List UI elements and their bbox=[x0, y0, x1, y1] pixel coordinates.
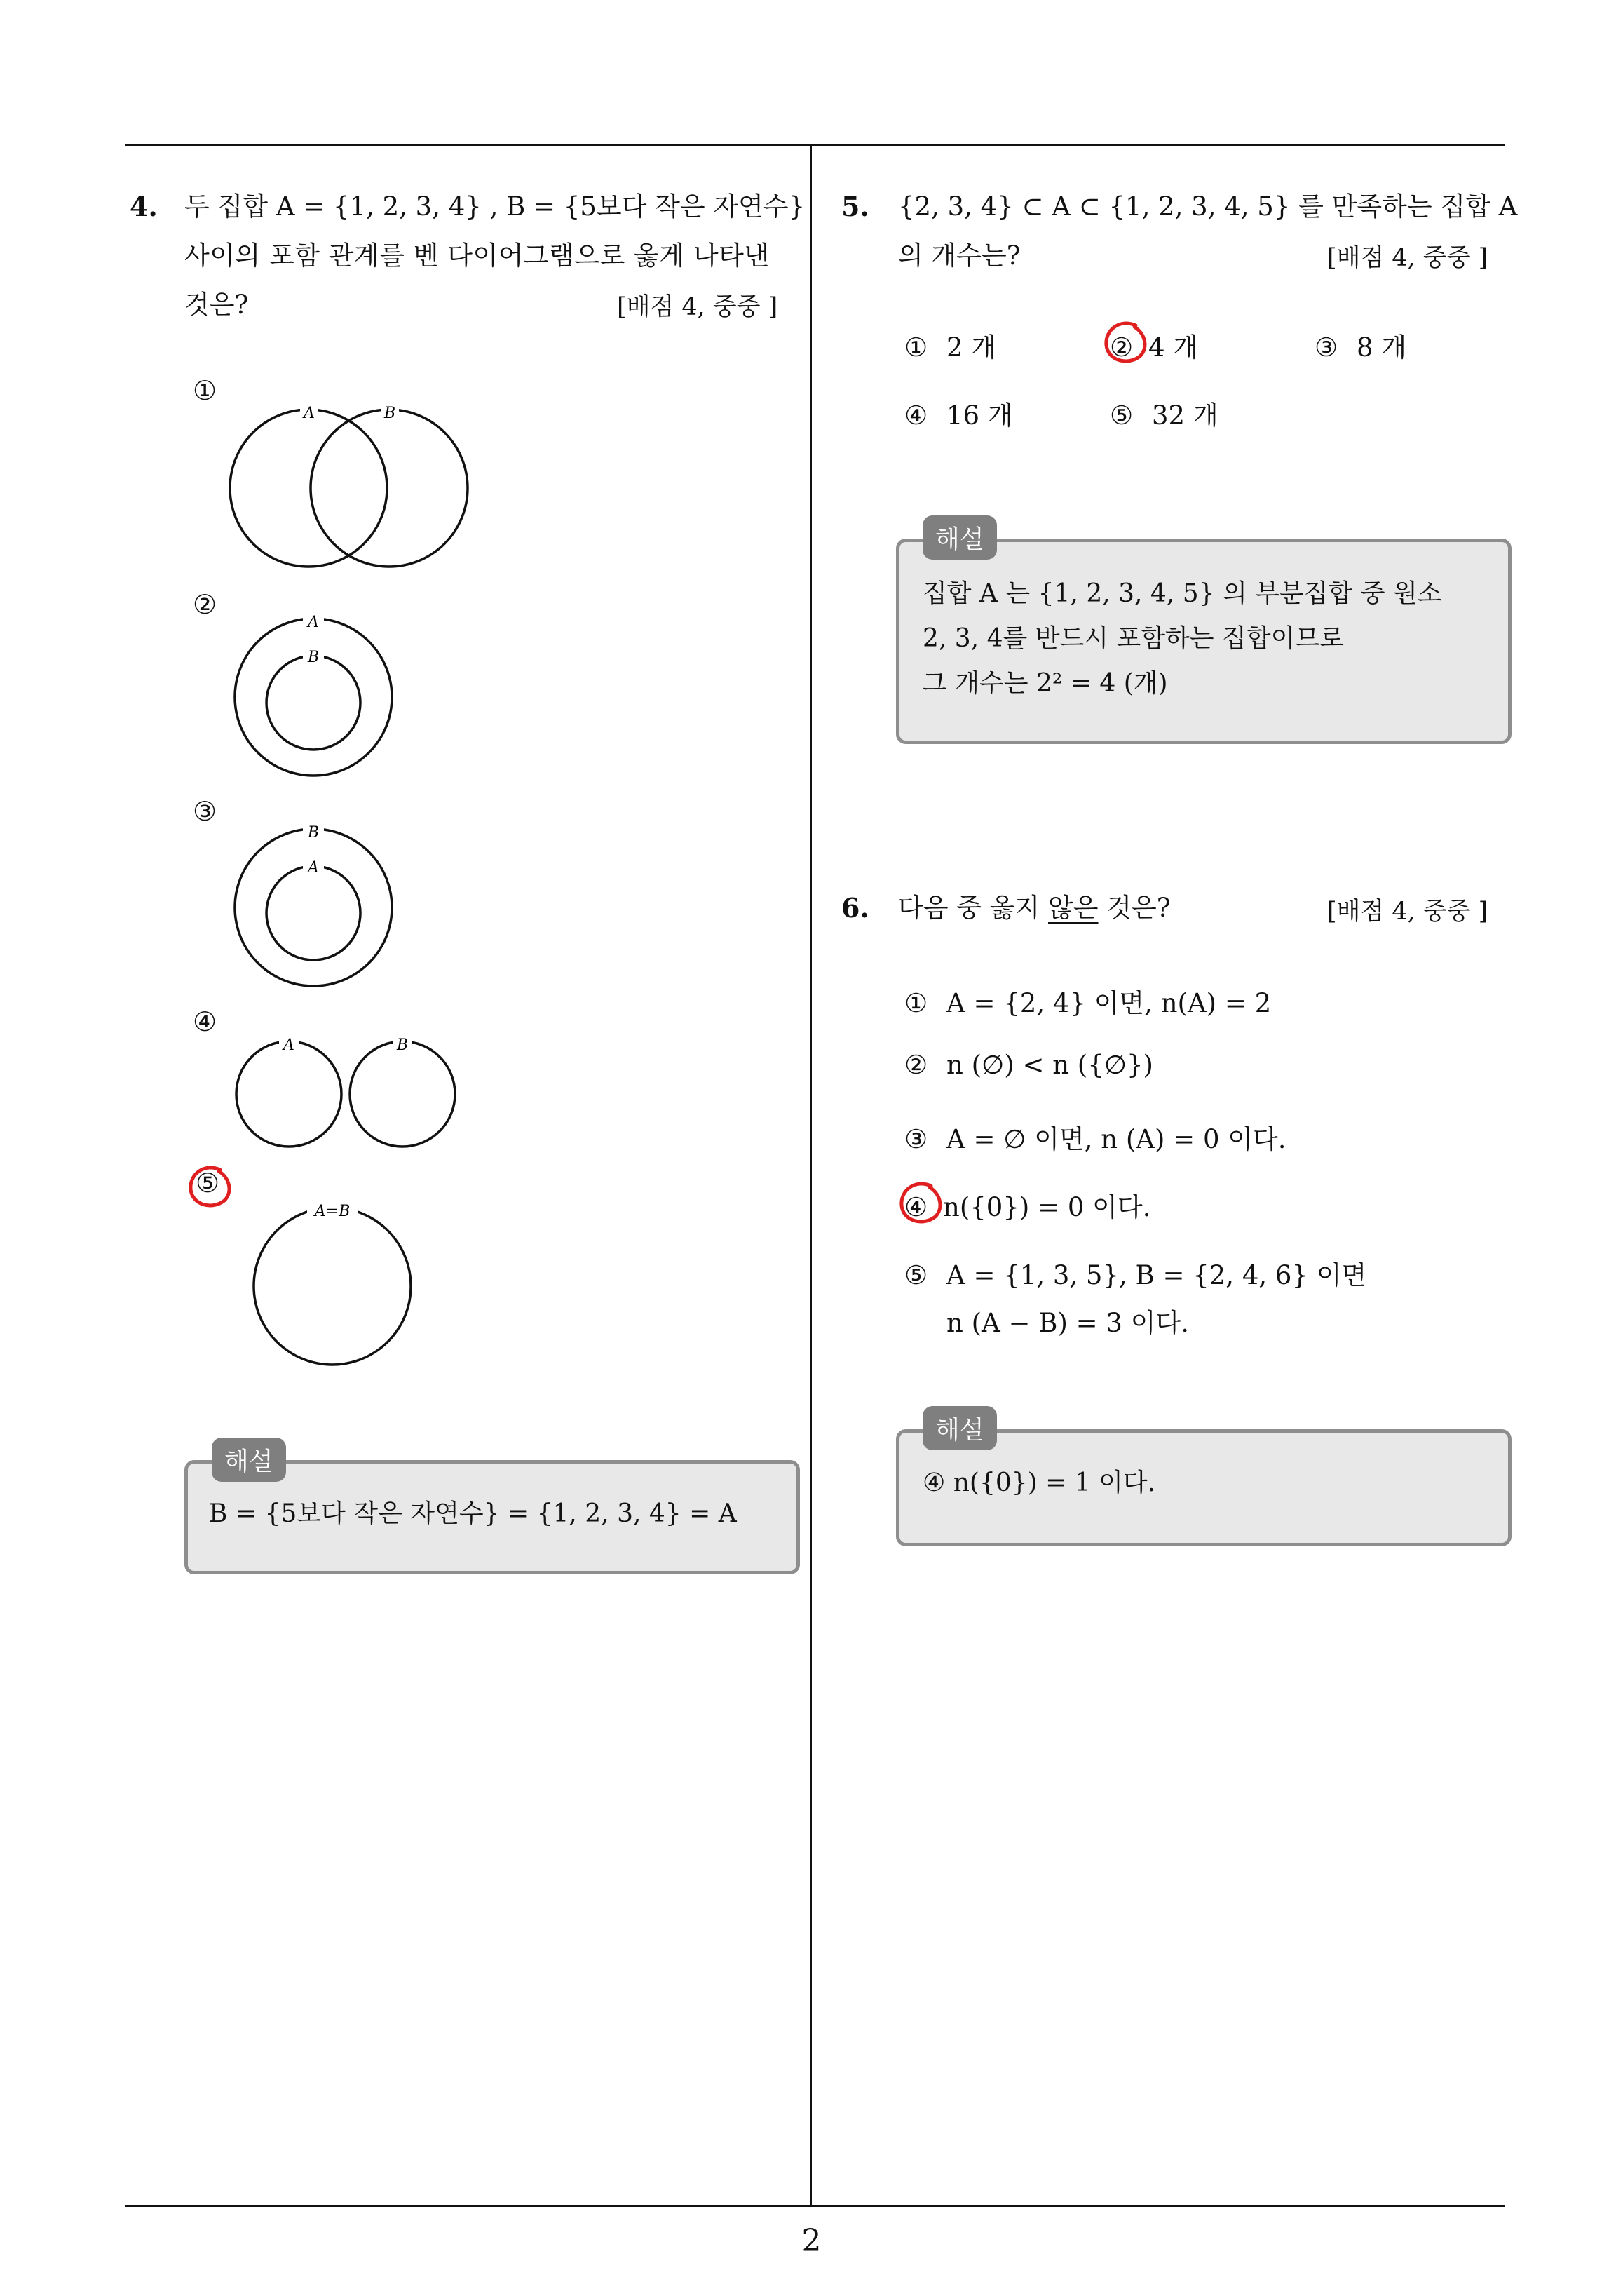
q5-option-5[interactable] bbox=[1110, 394, 1218, 432]
q4-opt3-circle-a bbox=[266, 866, 360, 960]
q6-number: 6. bbox=[841, 892, 869, 924]
q4-opt4-circle-a bbox=[236, 1041, 341, 1147]
q5-option-2-text: 4 개 bbox=[1148, 332, 1199, 363]
q4-opt3-circle-b bbox=[235, 829, 392, 986]
q6-option-4-marker: ④ bbox=[904, 1192, 928, 1222]
q5-option-5-text: 32 개 bbox=[1152, 400, 1218, 431]
q6-option-2[interactable] bbox=[904, 1050, 1153, 1080]
q5-solution-line-3: 그 개수는 2² = 4 (개) bbox=[923, 669, 1168, 698]
q4-meta: [배점 4, 중중 ] bbox=[617, 293, 778, 321]
q5-option-3-text: 8 개 bbox=[1357, 332, 1407, 363]
top-rule bbox=[125, 144, 1505, 146]
q4-option-5-marker[interactable]: ⑤ bbox=[196, 1168, 220, 1198]
q6-option-4-answer-mark bbox=[895, 1177, 946, 1229]
q4-solution-text: B = {5보다 작은 자연수} = {1, 2, 3, 4} = A bbox=[209, 1499, 737, 1528]
q4-option-5-answer-mark bbox=[184, 1161, 236, 1213]
q4-opt5-label-ab: A=B bbox=[314, 1203, 351, 1220]
q4-stem-line3: 것은? bbox=[184, 290, 249, 320]
q6-meta: [배점 4, 중중 ] bbox=[1327, 898, 1488, 926]
q5-option-5-marker: ⑤ bbox=[1110, 400, 1134, 431]
q6-stem-post: 것은? bbox=[1098, 893, 1171, 923]
q4-opt4-circle-b bbox=[350, 1041, 455, 1147]
q4-opt1-circle-a bbox=[230, 410, 387, 567]
q6-stem-underlined: 않은 bbox=[1048, 893, 1099, 923]
q6-option-1[interactable] bbox=[904, 982, 1271, 1020]
q5-option-2-answer-mark bbox=[1099, 317, 1151, 369]
q6-option-1-marker: ① bbox=[904, 988, 928, 1018]
q4-opt4-label-a: A bbox=[283, 1036, 294, 1054]
q4-option-2-venn[interactable] bbox=[224, 610, 407, 785]
q6-option-1-text: A = {2, 4} 이면, n(A) = 2 bbox=[946, 988, 1272, 1018]
q5-option-4-text: 16 개 bbox=[946, 400, 1013, 431]
bottom-rule bbox=[125, 2205, 1505, 2207]
q4-stem-line1: 두 집합 A = {1, 2, 3, 4} , B = {5보다 작은 자연수} bbox=[184, 191, 806, 222]
q4-opt1-label-b: B bbox=[383, 405, 396, 422]
q5-stem-line2: 의 개수는? bbox=[898, 241, 1021, 271]
q6-option-3[interactable] bbox=[904, 1118, 1286, 1156]
q6-option-3-text: A = ∅ 이면, n (A) = 0 이다. bbox=[946, 1124, 1286, 1154]
q5-solution-line-2: 2, 3, 4를 반드시 포함하는 집합이므로 bbox=[923, 624, 1344, 653]
q5-option-4[interactable] bbox=[904, 394, 1013, 432]
q4-option-4-venn[interactable] bbox=[224, 1027, 463, 1154]
q6-option-5-marker: ⑤ bbox=[904, 1260, 928, 1290]
q6-stem bbox=[898, 884, 1171, 933]
q4-stem-line2: 사이의 포함 관계를 벤 다이어그램으로 옳게 나타낸 bbox=[184, 241, 770, 271]
q5-number: 5. bbox=[841, 191, 869, 222]
q4-option-3-marker[interactable]: ③ bbox=[193, 796, 217, 827]
q6-solution-tag: 해설 bbox=[923, 1406, 997, 1450]
q4-number: 4. bbox=[130, 191, 158, 222]
q4-opt1-circle-b bbox=[311, 410, 468, 567]
q6-option-4-text: n({0}) = 0 이다. bbox=[943, 1192, 1151, 1222]
q5-option-3[interactable] bbox=[1315, 326, 1406, 364]
q5-stem-line1: {2, 3, 4} ⊂ A ⊂ {1, 2, 3, 4, 5} 를 만족하는 집합 A bbox=[898, 191, 1518, 222]
q6-option-3-marker: ③ bbox=[904, 1124, 928, 1154]
q5-option-1-marker: ① bbox=[904, 332, 928, 363]
q4-option-2-marker[interactable]: ② bbox=[193, 589, 217, 620]
q6-option-5[interactable] bbox=[904, 1254, 1366, 1292]
column-divider bbox=[810, 144, 812, 2206]
q6-option-2-marker: ② bbox=[904, 1050, 928, 1080]
q6-solution-text: ④ n({0}) = 1 이다. bbox=[923, 1468, 1156, 1497]
q4-opt2-label-b: B bbox=[307, 649, 320, 666]
q4-opt3-label-b: B bbox=[307, 824, 320, 842]
q4-option-1-marker[interactable]: ① bbox=[193, 375, 217, 406]
q4-opt2-circle-a bbox=[235, 619, 392, 776]
q4-option-5-venn[interactable] bbox=[245, 1199, 428, 1375]
page-number: 2 bbox=[801, 2223, 822, 2259]
q5-option-4-marker: ④ bbox=[904, 400, 928, 431]
q5-option-1-text: 2 개 bbox=[946, 332, 997, 363]
q4-opt4-label-b: B bbox=[396, 1036, 409, 1054]
q4-option-1-venn[interactable] bbox=[224, 393, 491, 575]
q4-opt3-label-a: A bbox=[308, 859, 319, 877]
q4-opt2-label-a: A bbox=[308, 614, 319, 631]
q6-stem-pre: 다음 중 옳지 bbox=[898, 893, 1048, 923]
q6-option-5-text: A = {1, 3, 5}, B = {2, 4, 6} 이면 bbox=[946, 1260, 1367, 1290]
q5-option-1[interactable] bbox=[904, 326, 996, 364]
q5-solution-box bbox=[896, 539, 1512, 744]
q4-opt1-label-a: A bbox=[304, 405, 315, 422]
q6-option-2-text: n (∅) < n ({∅}) bbox=[946, 1050, 1153, 1080]
q4-option-3-venn[interactable] bbox=[224, 821, 407, 996]
q4-option-4-marker[interactable]: ④ bbox=[193, 1006, 217, 1037]
q4-opt5-circle-ab bbox=[254, 1208, 411, 1365]
q5-option-2-marker: ② bbox=[1110, 332, 1134, 363]
q4-opt2-circle-b bbox=[266, 656, 360, 750]
q5-solution-tag: 해설 bbox=[923, 515, 997, 560]
q5-option-3-marker: ③ bbox=[1315, 332, 1338, 363]
q4-solution-tag: 해설 bbox=[212, 1438, 286, 1482]
q5-meta: [배점 4, 중중 ] bbox=[1327, 244, 1488, 272]
q5-solution-line-1: 집합 A 는 {1, 2, 3, 4, 5} 의 부분집합 중 원소 bbox=[923, 579, 1442, 608]
q6-option-5-continued: n (A − B) = 3 이다. bbox=[946, 1308, 1189, 1338]
